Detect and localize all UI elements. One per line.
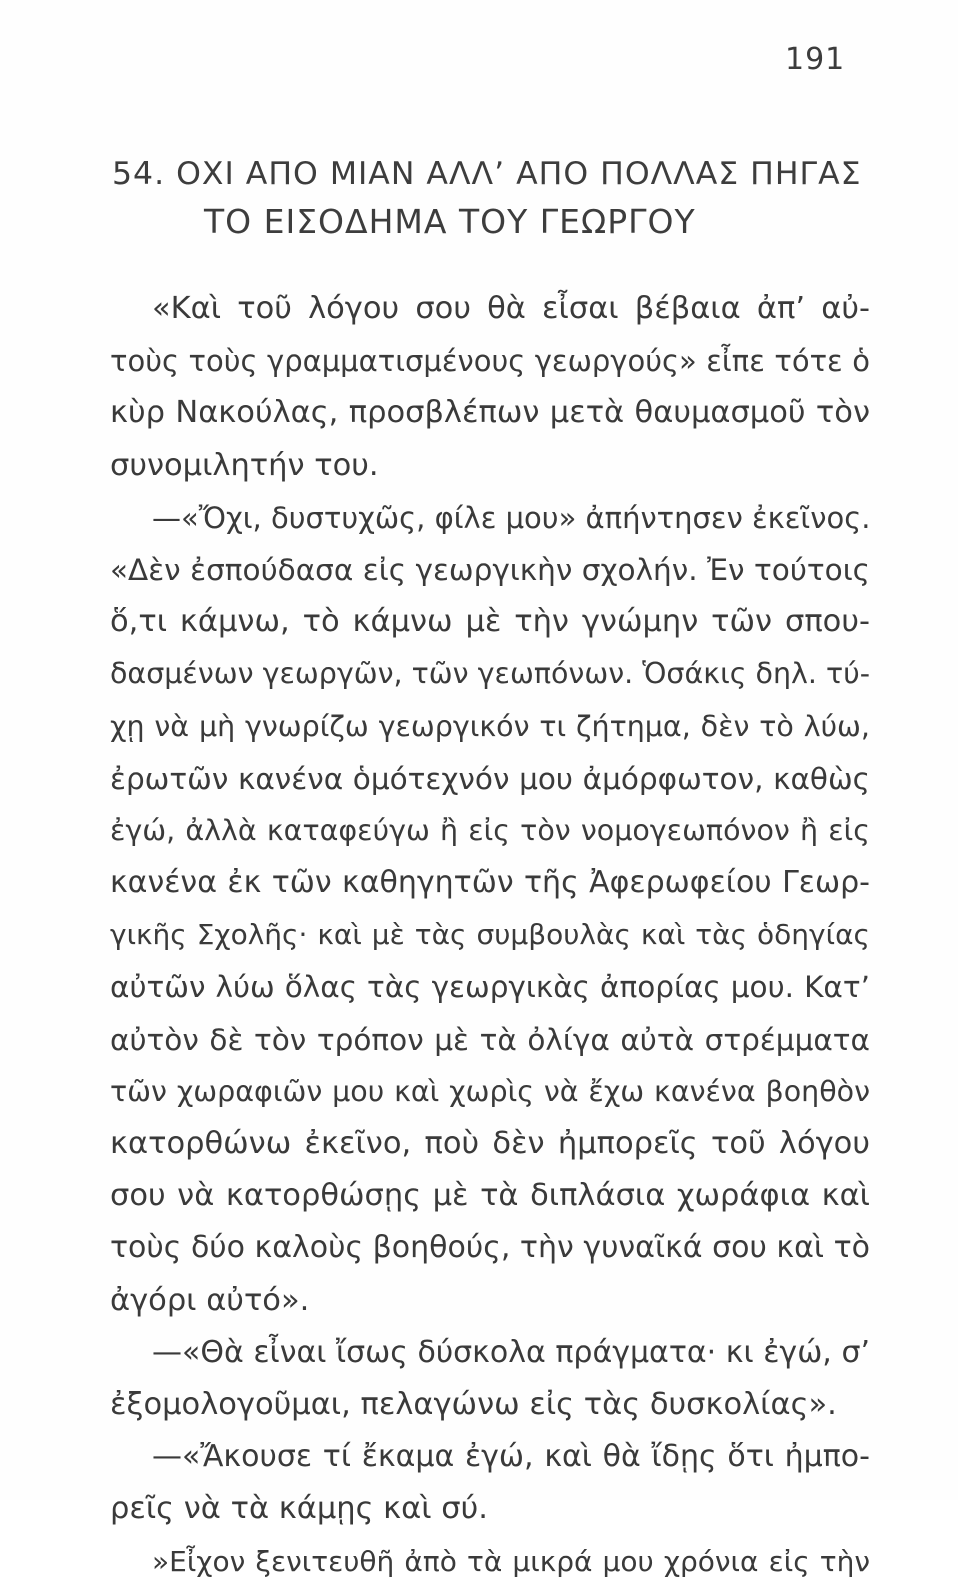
text-line: «Καὶ τοῦ λόγου σου θὰ εἶσαι βέβαια ἀπ’ αὐ- [152,291,870,326]
text-line: τῶν χωραφιῶν μου καὶ χωρὶς νὰ ἔχω κανένα βοηθὸν [110,1074,870,1108]
text-line: κανένα ἐκ τῶν καθηγητῶν τῆς Ἀφερωφείου Γεωρ- [110,865,870,901]
text-line: ρεῖς νὰ τὰ κάμῃς καὶ σύ. [110,1491,488,1527]
chapter-heading-line-1: 54. ΟΧΙ ΑΠΟ ΜΙΑΝ ΑΛΛ’ ΑΠΟ ΠΟΛΛΑΣ ΠΗΓΑΣ [112,156,862,192]
text-line: συνομιλητήν του. [110,447,379,483]
text-line: ἀγόρι αὐτό». [110,1282,310,1318]
text-line: —«Ὄχι, δυστυχῶς, φίλε μου» ἀπήντησεν ἐκεῖνος. [152,500,871,535]
text-line: τοὺς δύο καλοὺς βοηθούς, τὴν γυναῖκά σου καὶ τὸ [110,1230,870,1266]
text-line: —«Θὰ εἶναι ἴσως δύσκολα πράγματα· κι ἐγώ, σ’ [152,1334,870,1370]
text-line: ἐρωτῶν κανένα ὁμότεχνόν μου ἀμόρφωτον, καθὼς [110,761,870,796]
body-text [110,283,870,1588]
text-line: κὺρ Νακούλας, προσβλέπων μετὰ θαυμασμοῦ τὸν [110,395,870,431]
chapter-heading-line-2: ΤΟ ΕΙΣΟΔΗΜΑ ΤΟΥ ΓΕΩΡΓΟΥ [204,202,696,241]
text-line: χῃ νὰ μὴ γνωρίζω γεωργικόν τι ζήτημα, δὲν τὸ λύω, [110,709,870,743]
text-line: —«Ἄκουσε τί ἔκαμα ἐγώ, καὶ θὰ ἴδῃς ὅτι ἠμπο- [152,1439,870,1475]
text-line: τοὺς τοὺς γραμματισμένους γεωργούς» εἶπε τότε ὁ [110,344,870,379]
text-line: κατορθώνω ἐκεῖνο, ποὺ δὲν ἠμπορεῖς τοῦ λόγου [110,1126,870,1161]
text-line: αὐτὸν δὲ τὸν τρόπον μὲ τὰ ὀλίγα αὐτὰ στρέμματα [110,1022,870,1057]
chapter-heading [112,150,872,246]
text-line: ἐγώ, ἀλλὰ καταφεύγω ἢ εἰς τὸν νομογεωπόνον ἢ εἰς [110,813,870,847]
text-line: ὅ,τι κάμνω, τὸ κάμνω μὲ τὴν γνώμην τῶν σπου- [110,604,870,640]
text-line: δασμένων γεωργῶν, τῶν γεωπόνων. Ὁσάκις δηλ. τύ- [110,657,870,691]
text-line: γικῆς Σχολῆς· καὶ μὲ τὰς συμβουλὰς καὶ τὰς ὁδηγίας [110,918,870,952]
text-line: «Δὲν ἐσπούδασα εἰς γεωργικὴν σχολήν. Ἐν τούτοις [110,552,870,587]
text-line: »Εἶχον ξενιτευθῆ ἀπὸ τὰ μικρά μου χρόνια εἰς τὴν [152,1544,870,1578]
text-line: αὐτῶν λύω ὅλας τὰς γεωργικὰς ἀπορίας μου. Κατ’ [110,970,870,1005]
page-number: 191 [785,42,846,77]
text-line: ἐξομολογοῦμαι, πελαγώνω εἰς τὰς δυσκολίας». [110,1386,837,1422]
text-line: σου νὰ κατορθώσῃς μὲ τὰ διπλάσια χωράφια καὶ [110,1178,870,1214]
